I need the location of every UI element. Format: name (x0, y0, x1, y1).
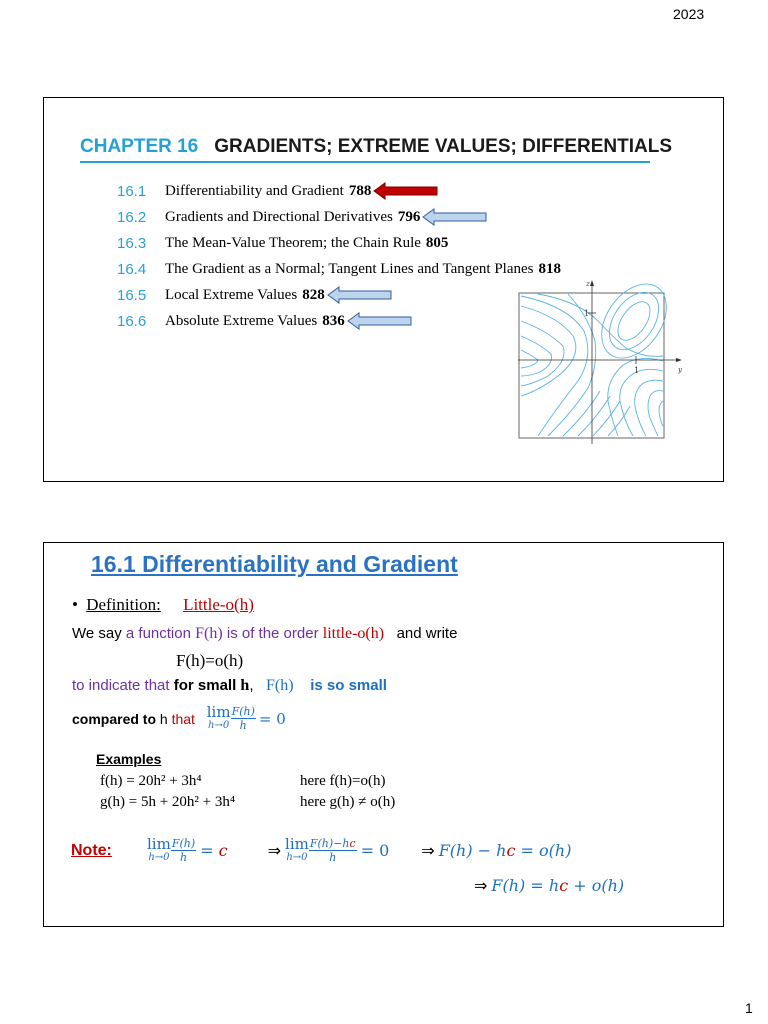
blue-left-arrow-icon (347, 312, 413, 330)
formula-Fh-equals-oh: F(h)=o(h) (176, 651, 244, 670)
limit-fraction: $\frac{F(h)}{h}$ (231, 705, 255, 732)
text-for-small: for small (173, 677, 241, 694)
example-g-formula: g(h) = 5h + 20h² + 3h⁴ (100, 794, 236, 810)
y-axis-label: y (678, 366, 682, 374)
section-item (117, 256, 561, 282)
text-h-plain: h (159, 710, 172, 727)
section-page: 818 (538, 260, 561, 277)
z-axis-label: z (586, 280, 590, 288)
text-that: that (171, 710, 203, 727)
section-page: 836 (322, 312, 345, 329)
limit-expression: lim h→0 (206, 702, 231, 731)
text-and-write: and write (384, 625, 458, 642)
slide-title: 16.1 Differentiability and Gradient (91, 551, 458, 577)
note-equals: = (200, 841, 219, 860)
examples-heading: Examples (96, 751, 162, 767)
note-result-2: F(h) = hc + o(h) (491, 876, 625, 895)
implies-arrow-1: ⇒ (267, 841, 282, 860)
text-comma: , (249, 677, 266, 694)
text-compared-to: compared to (72, 710, 160, 727)
note-c: c (218, 841, 228, 860)
section-page: 788 (348, 182, 372, 199)
note-line-2 (474, 876, 624, 895)
limit-equals-zero: = 0 (258, 709, 286, 728)
section-number: 16.3 (117, 234, 147, 252)
section-title: The Mean-Value Theorem; the Chain Rule (165, 234, 421, 251)
note-fraction-2: $\frac{F(h)-hc}{h}$ (309, 837, 356, 864)
section-page: 805 (425, 234, 449, 251)
section-page: 828 (302, 286, 325, 303)
example-f (100, 773, 386, 790)
note-limit-1: lim h→0 (147, 834, 171, 863)
slide-little-o-definition (43, 542, 724, 927)
note-line (71, 834, 572, 864)
bullet: • (72, 595, 78, 614)
example-f-formula: f(h) = 20h² + 3h⁴ (100, 773, 202, 789)
note-result-1: F(h) − hc = o(h) (438, 841, 572, 860)
section-item (117, 178, 561, 204)
definition-label: Definition: (86, 595, 161, 614)
blue-left-arrow-icon (422, 208, 488, 226)
section-number: 16.4 (117, 260, 147, 278)
chapter-title: GRADIENTS; EXTREME VALUES; DIFFERENTIALS (214, 136, 673, 157)
text-little-o: little-o(h) (322, 625, 385, 642)
chapter-heading (80, 136, 672, 158)
blue-left-arrow-icon (327, 286, 393, 304)
statement-line (72, 625, 457, 643)
definition-line (72, 595, 254, 615)
compared-line (72, 702, 286, 732)
z-axis-arrowhead (590, 280, 594, 286)
section-number: 16.2 (117, 208, 147, 226)
note-fraction-1: $\frac{F(h)}{h}$ (171, 837, 196, 864)
section-title: Local Extreme Values (165, 286, 298, 303)
implies-arrow-2: ⇒ (421, 841, 435, 860)
text-we-say: We say (72, 625, 126, 642)
chapter-underline (80, 161, 650, 163)
section-item (117, 308, 561, 334)
note-limit-2: lim h→0 (285, 834, 309, 863)
text-is-so-small: is so small (293, 677, 387, 694)
section-number: 16.5 (117, 286, 147, 304)
page-number: 1 (745, 1000, 753, 1016)
text-is-of-order: is of the order (222, 625, 323, 642)
section-item (117, 204, 561, 230)
indicate-line (72, 677, 387, 695)
section-item (117, 282, 561, 308)
example-g (100, 794, 395, 811)
text-Fh-blue: F(h) (266, 677, 294, 694)
example-f-conclusion: here f(h)=o(h) (300, 773, 386, 789)
definition-term: Little-o(h) (183, 595, 254, 614)
text-Fh: F(h) (195, 625, 223, 642)
section-item (117, 230, 561, 256)
y-tick-label: 1 (634, 366, 640, 375)
section-title: Differentiability and Gradient (165, 182, 344, 199)
text-h: h (240, 677, 250, 694)
z-tick-label: 1 (584, 309, 590, 318)
section-page: 796 (397, 208, 421, 225)
section-title: The Gradient as a Normal; Tangent Lines and Tangent Planes (165, 260, 534, 277)
text-a-function: a function (125, 625, 196, 642)
note-label: Note: (71, 841, 112, 859)
section-title: Absolute Extreme Values (165, 312, 318, 329)
text-to-indicate: to indicate that (72, 677, 174, 694)
slide-chapter-overview (43, 97, 724, 482)
year-label: 2023 (673, 6, 705, 22)
section-number: 16.1 (117, 182, 147, 200)
example-g-conclusion: here g(h) ≠ o(h) (300, 794, 396, 810)
section-list (117, 178, 561, 334)
contour-plot (518, 276, 694, 446)
section-number: 16.6 (117, 312, 147, 330)
red-left-arrow-icon (373, 182, 439, 200)
note-equals-zero: = 0 (360, 841, 390, 860)
section-title: Gradients and Directional Derivatives (165, 208, 393, 225)
chapter-label: CHAPTER 16 (80, 136, 199, 157)
y-axis-arrowhead (676, 358, 682, 362)
implies-arrow-3: ⇒ (474, 876, 488, 895)
